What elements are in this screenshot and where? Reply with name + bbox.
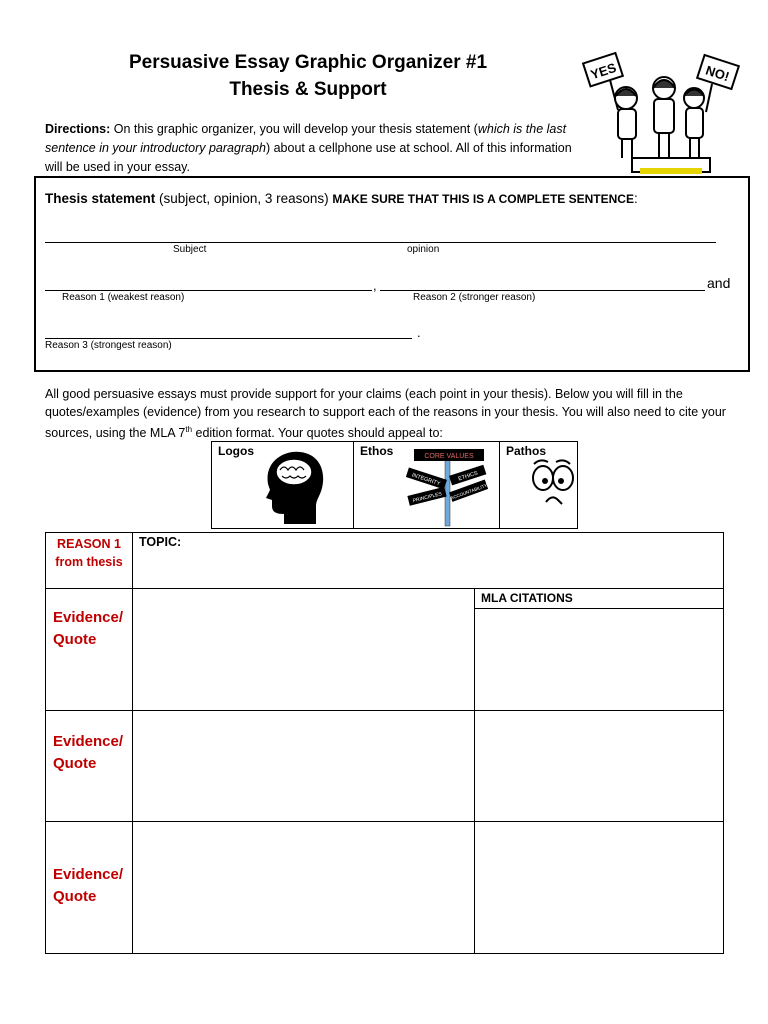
reason1-label-line2: from thesis bbox=[55, 555, 123, 569]
sign-no-text: NO! bbox=[703, 62, 732, 85]
reason-comma: , bbox=[373, 278, 377, 293]
directions-text-1: On this graphic organizer, you will develop your thesis statement ( bbox=[110, 122, 478, 136]
page-title: Persuasive Essay Graphic Organizer #1 bbox=[128, 52, 488, 73]
reason3-label: Reason 3 (strongest reason) bbox=[45, 340, 172, 351]
reason1-header-cell bbox=[45, 532, 133, 589]
worried-face-icon bbox=[528, 452, 576, 510]
evidence-quote-field-2[interactable] bbox=[132, 710, 475, 822]
mla-citation-field-1[interactable] bbox=[474, 608, 724, 711]
pathos-label: Pathos bbox=[506, 444, 547, 458]
reason1-line[interactable] bbox=[45, 290, 372, 291]
directions-text-2: ) about a cellphone use at school. All of this information will be used in your essay. bbox=[45, 141, 572, 174]
sign-accountability: ACCOUNTABILITY bbox=[449, 482, 488, 501]
evidence-label-3-line2: Quote bbox=[53, 888, 97, 905]
reason3-line[interactable] bbox=[45, 338, 412, 339]
and-word: and bbox=[707, 275, 731, 291]
ethos-cell bbox=[353, 441, 500, 529]
reason1-label: Reason 1 (weakest reason) bbox=[62, 292, 185, 303]
evidence-label-3-line1: Evidence/ bbox=[53, 866, 124, 883]
mla-citation-field-2[interactable] bbox=[474, 710, 724, 822]
signpost-icon bbox=[406, 446, 490, 528]
thesis-subheading: (subject, opinion, 3 reasons) bbox=[155, 191, 333, 206]
evidence-quote-field-3[interactable] bbox=[132, 821, 475, 954]
evidence-label-1-line1: Evidence/ bbox=[53, 609, 124, 626]
sign-yes-text: YES bbox=[588, 59, 619, 83]
support-text-2: edition format. Your quotes should appeal to: bbox=[192, 426, 443, 441]
sign-principles: PRINCIPLES bbox=[412, 491, 443, 505]
topic-label: TOPIC: bbox=[139, 535, 182, 549]
logos-label: Logos bbox=[218, 444, 254, 458]
pathos-cell bbox=[499, 441, 578, 529]
organizer-table bbox=[45, 532, 724, 954]
evidence-label-cell-3 bbox=[45, 821, 133, 954]
ethos-label: Ethos bbox=[360, 444, 394, 458]
support-text-1: All good persuasive essays must provide support for your claims (each point in your thesis). Below you will fill in the quotes/examples (evidence) from you research to support each of the reasons in your thesis. You will also need to cite your sources, using the MLA 7 bbox=[45, 387, 726, 441]
protest-illustration bbox=[580, 50, 740, 178]
appeals-table bbox=[211, 441, 578, 529]
evidence-label-1 bbox=[53, 607, 123, 651]
directions-label: Directions: bbox=[45, 122, 111, 136]
evidence-label-3 bbox=[53, 864, 123, 908]
thesis-colon: : bbox=[633, 191, 638, 206]
thesis-statement-box bbox=[34, 176, 750, 372]
page-subtitle: Thesis & Support bbox=[229, 79, 387, 100]
subject-opinion-line[interactable] bbox=[45, 242, 716, 243]
thesis-heading: Thesis statement bbox=[45, 191, 156, 206]
support-superscript: th bbox=[185, 425, 193, 434]
sign-integrity: INTEGRITY bbox=[411, 472, 441, 488]
brain-head-icon bbox=[256, 448, 328, 526]
evidence-label-2 bbox=[53, 731, 123, 775]
mla-citations-label: MLA CITATIONS bbox=[481, 591, 573, 605]
sign-core-values: CORE VALUES bbox=[424, 453, 474, 460]
logos-cell bbox=[211, 441, 354, 529]
topic-cell[interactable] bbox=[132, 532, 724, 589]
directions-italic: which is the last sentence in your introductory paragraph bbox=[45, 122, 567, 155]
opinion-label: opinion bbox=[407, 244, 440, 255]
subject-label: Subject bbox=[173, 244, 207, 255]
sign-ethics: ETHICS bbox=[457, 470, 479, 483]
reason1-header bbox=[46, 535, 132, 571]
reason3-period: . bbox=[417, 325, 421, 340]
thesis-emphasis: MAKE SURE THAT THIS IS A COMPLETE SENTENCE bbox=[332, 192, 634, 206]
evidence-quote-field-1[interactable] bbox=[132, 588, 475, 711]
evidence-label-1-line2: Quote bbox=[53, 631, 97, 648]
mla-header-cell bbox=[474, 588, 724, 609]
evidence-label-cell-1 bbox=[45, 588, 133, 711]
mla-citation-field-3[interactable] bbox=[474, 821, 724, 954]
thesis-heading-row bbox=[45, 191, 638, 206]
evidence-label-cell-2 bbox=[45, 710, 133, 822]
evidence-label-2-line1: Evidence/ bbox=[53, 733, 124, 750]
reason2-label: Reason 2 (stronger reason) bbox=[413, 292, 536, 303]
reason2-line[interactable] bbox=[380, 290, 705, 291]
reason1-label-line1: REASON 1 bbox=[57, 537, 121, 551]
directions-paragraph bbox=[45, 120, 575, 177]
evidence-label-2-line2: Quote bbox=[53, 755, 97, 772]
support-paragraph bbox=[45, 386, 735, 443]
